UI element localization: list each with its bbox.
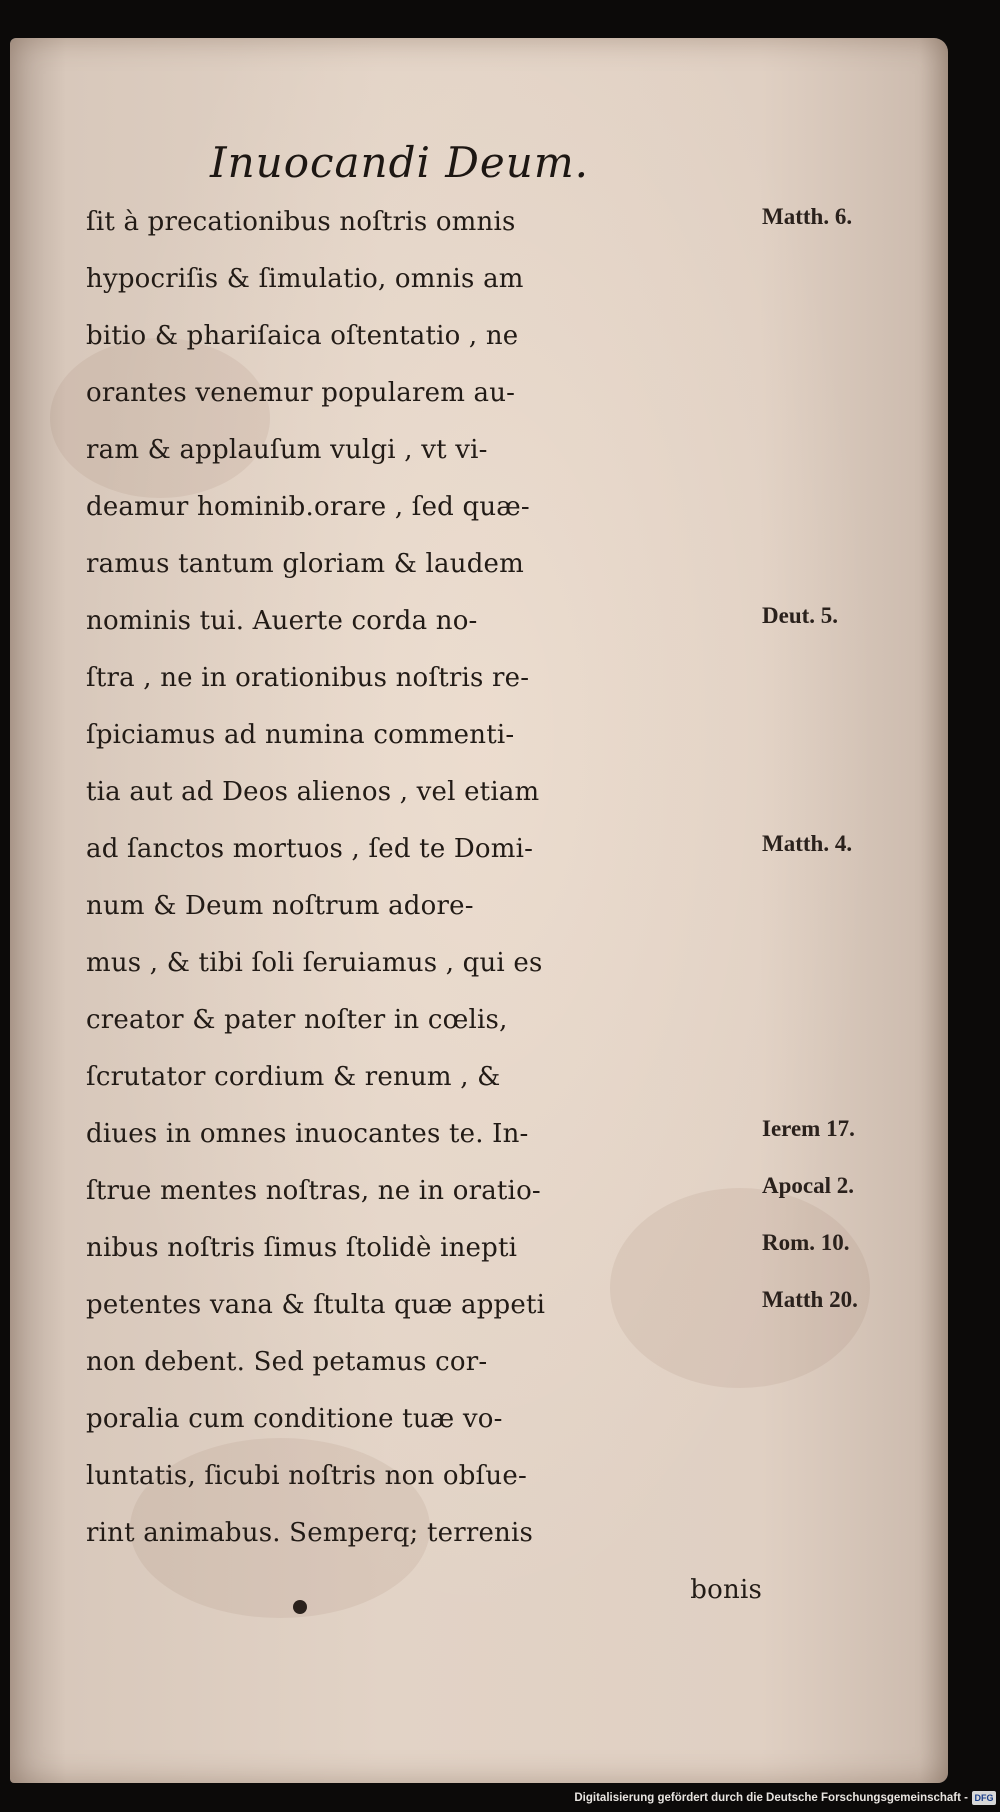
text-line: poralia cum conditione tuæ vo- [86, 1404, 503, 1434]
text-line: nibus noſtris ſimus ſtolidè inepti [86, 1233, 518, 1263]
margin-note: Ierem 17. [762, 1116, 855, 1141]
text-line: petentes vana & ſtulta quæ appeti [86, 1290, 546, 1320]
margin-note: Matth. 4. [762, 831, 853, 856]
text-line: diues in omnes inuocantes te. In- [86, 1119, 529, 1149]
text-line: non debent. Sed petamus cor- [86, 1347, 488, 1377]
text-block [86, 194, 766, 1619]
text-line: ſtrue mentes noſtras, ne in oratio- [86, 1176, 541, 1206]
digitization-credit: Digitalisierung gefördert durch die Deutsche Forschungsgemeinschaft - [574, 1792, 968, 1804]
ink-blot [293, 1600, 307, 1614]
text-line: ad ſanctos mortuos , ſed te Domi- [86, 834, 534, 864]
margin-note: Matth. 6. [762, 204, 853, 229]
margin-notes [762, 38, 952, 1783]
text-line: ramus tantum gloriam & laudem [86, 549, 524, 579]
book-page [10, 38, 948, 1783]
text-line: ſit à precationibus noſtris omnis [86, 207, 516, 237]
running-head: Inuocandi Deum. [210, 138, 590, 187]
text-line: ſcrutator cordium & renum , & [86, 1062, 501, 1092]
margin-note: Matth 20. [762, 1287, 858, 1312]
text-line: bitio & phariſaica oſtentatio , ne [86, 321, 519, 351]
text-line: creator & pater noſter in cœlis, [86, 1005, 508, 1035]
text-line: rint animabus. Semperq; terrenis [86, 1518, 534, 1548]
text-line: ſpiciamus ad numina commenti- [86, 720, 515, 750]
text-line: luntatis, ſicubi noſtris non obſue- [86, 1461, 527, 1491]
margin-note: Deut. 5. [762, 603, 839, 628]
margin-note: Apocal 2. [762, 1173, 854, 1198]
margin-note: Rom. 10. [762, 1230, 850, 1255]
text-line: ram & applauſum vulgi , vt vi- [86, 435, 488, 465]
text-line: num & Deum noſtrum adore- [86, 891, 474, 921]
text-line: nominis tui. Auerte corda no- [86, 606, 478, 636]
text-line: mus , & tibi ſoli ſeruiamus , qui es [86, 948, 543, 978]
text-line: bonis [690, 1575, 762, 1605]
text-line: orantes venemur popularem au- [86, 378, 516, 408]
dfg-logo-icon: DFG [972, 1791, 996, 1805]
text-line: ſtra , ne in orationibus noſtris re- [86, 663, 530, 693]
text-line: hypocriſis & ſimulatio, omnis am [86, 264, 524, 294]
text-line: deamur hominib.orare , ſed quæ- [86, 492, 530, 522]
text-line: tia aut ad Deos alienos , vel etiam [86, 777, 540, 807]
